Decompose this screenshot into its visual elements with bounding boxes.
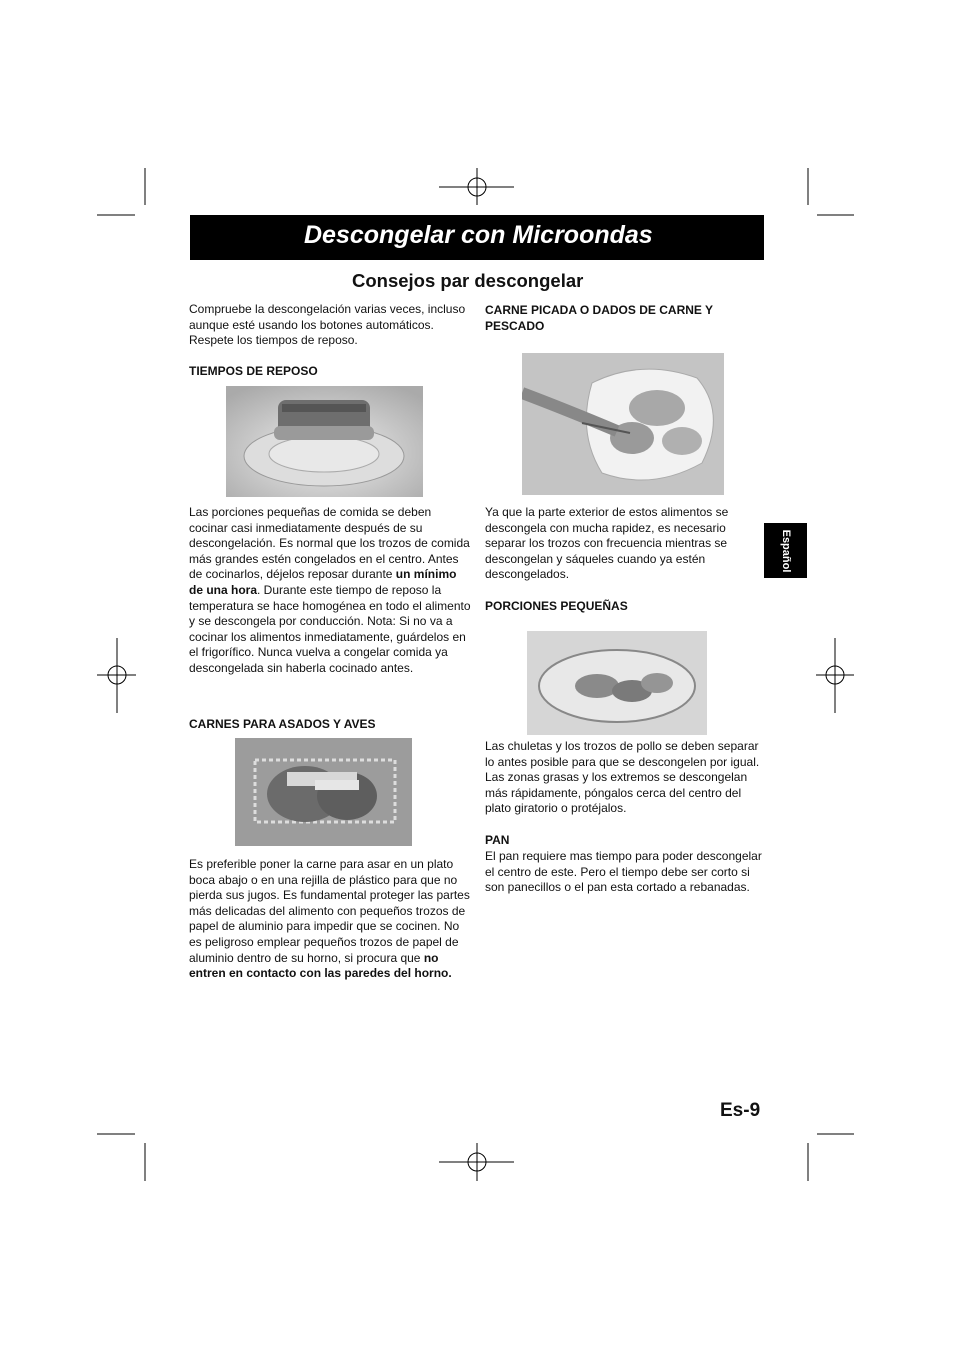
minced-meat-photo <box>522 353 724 495</box>
intro-paragraph: Compruebe la descongelación varias veces, incluso aunque esté usando los botones automáticos. Respete los tiempos de reposo. <box>189 302 466 348</box>
carnes-paragraph <box>189 857 471 982</box>
title-banner <box>190 215 764 260</box>
tiempos-paragraph <box>189 505 471 677</box>
plate-fork-illustration <box>522 353 724 495</box>
section-subtitle: Consejos par descongelar <box>352 270 584 291</box>
picada-paragraph: Ya que la parte exterior de estos alimentos se descongela con mucha rapidez, es necesario separar los trozos con frecuencia mientras se descongelan y sáqueles cuando ya estén descongelados. <box>485 505 729 582</box>
porciones-heading: PORCIONES PEQUEÑAS <box>485 599 628 613</box>
roast-chicken-photo <box>235 738 412 846</box>
tiempos-text-1: Las porciones pequeñas de comida se deben cocinar casi inmediatamente después de su descongelación. Es normal que los trozos de comida más grandes estén congelados en el centro. Antes de cocinarlos, déjelos reposar durante <box>189 505 470 582</box>
picada-heading: CARNE PICADA O DADOS DE CARNE Y PESCADO <box>485 303 713 333</box>
porciones-paragraph: Las chuletas y los trozos de pollo se deben separar lo antes posible para que se descongelen por igual. Las zonas grasas y los extremos se descongelan más rápidamente, póngalos cerca del centro del plato giratorio o protéjalos. <box>485 739 760 816</box>
language-tab-label: Español <box>779 529 792 572</box>
tiempos-heading: TIEMPOS DE REPOSO <box>189 364 318 378</box>
chicken-illustration <box>235 738 412 846</box>
roast-illustration <box>226 386 423 497</box>
roast-standing-photo <box>226 386 423 497</box>
bowl-illustration <box>527 631 707 735</box>
carnes-bold: no entren en contacto con las paredes del horno. <box>189 950 452 981</box>
pan-paragraph: El pan requiere mas tiempo para poder descongelar el centro de este. Pero el tiempo debe ser corto si son panecillos o el pan esta cortado a rebanadas. <box>485 849 762 895</box>
tiempos-bold: un mínimo de una hora <box>189 567 457 597</box>
language-tab <box>764 523 807 578</box>
pan-heading: PAN <box>485 833 510 847</box>
carnes-heading: CARNES PARA ASADOS Y AVES <box>189 717 376 731</box>
page-title: Descongelar con Microondas <box>304 221 653 249</box>
tiempos-text-2: . Durante este tiempo de reposo la temperatura se hace homogénea en todo el alimento y se descongela por conducción. Nota: Si no va a cocinar los alimentos inmediatamente, guárdelos en el frigorífico. Nunca vuelva a congelar comida ya descongelada sin haberla cocinado antes. <box>189 582 471 675</box>
carnes-text-1: Es preferible poner la carne para asar en un plato boca abajo o en una rejilla de plástico para que no pierda sus jugos. Es fundamental proteger las partes más delicadas del alimento con pequeños trozos de papel de aluminio para impedir que se cocinen. No es peligroso emplear pequeños trozos de papel de aluminio dentro de su horno, si procura que <box>189 857 470 965</box>
page-number: Es-9 <box>720 1100 761 1121</box>
small-portions-photo <box>527 631 707 735</box>
